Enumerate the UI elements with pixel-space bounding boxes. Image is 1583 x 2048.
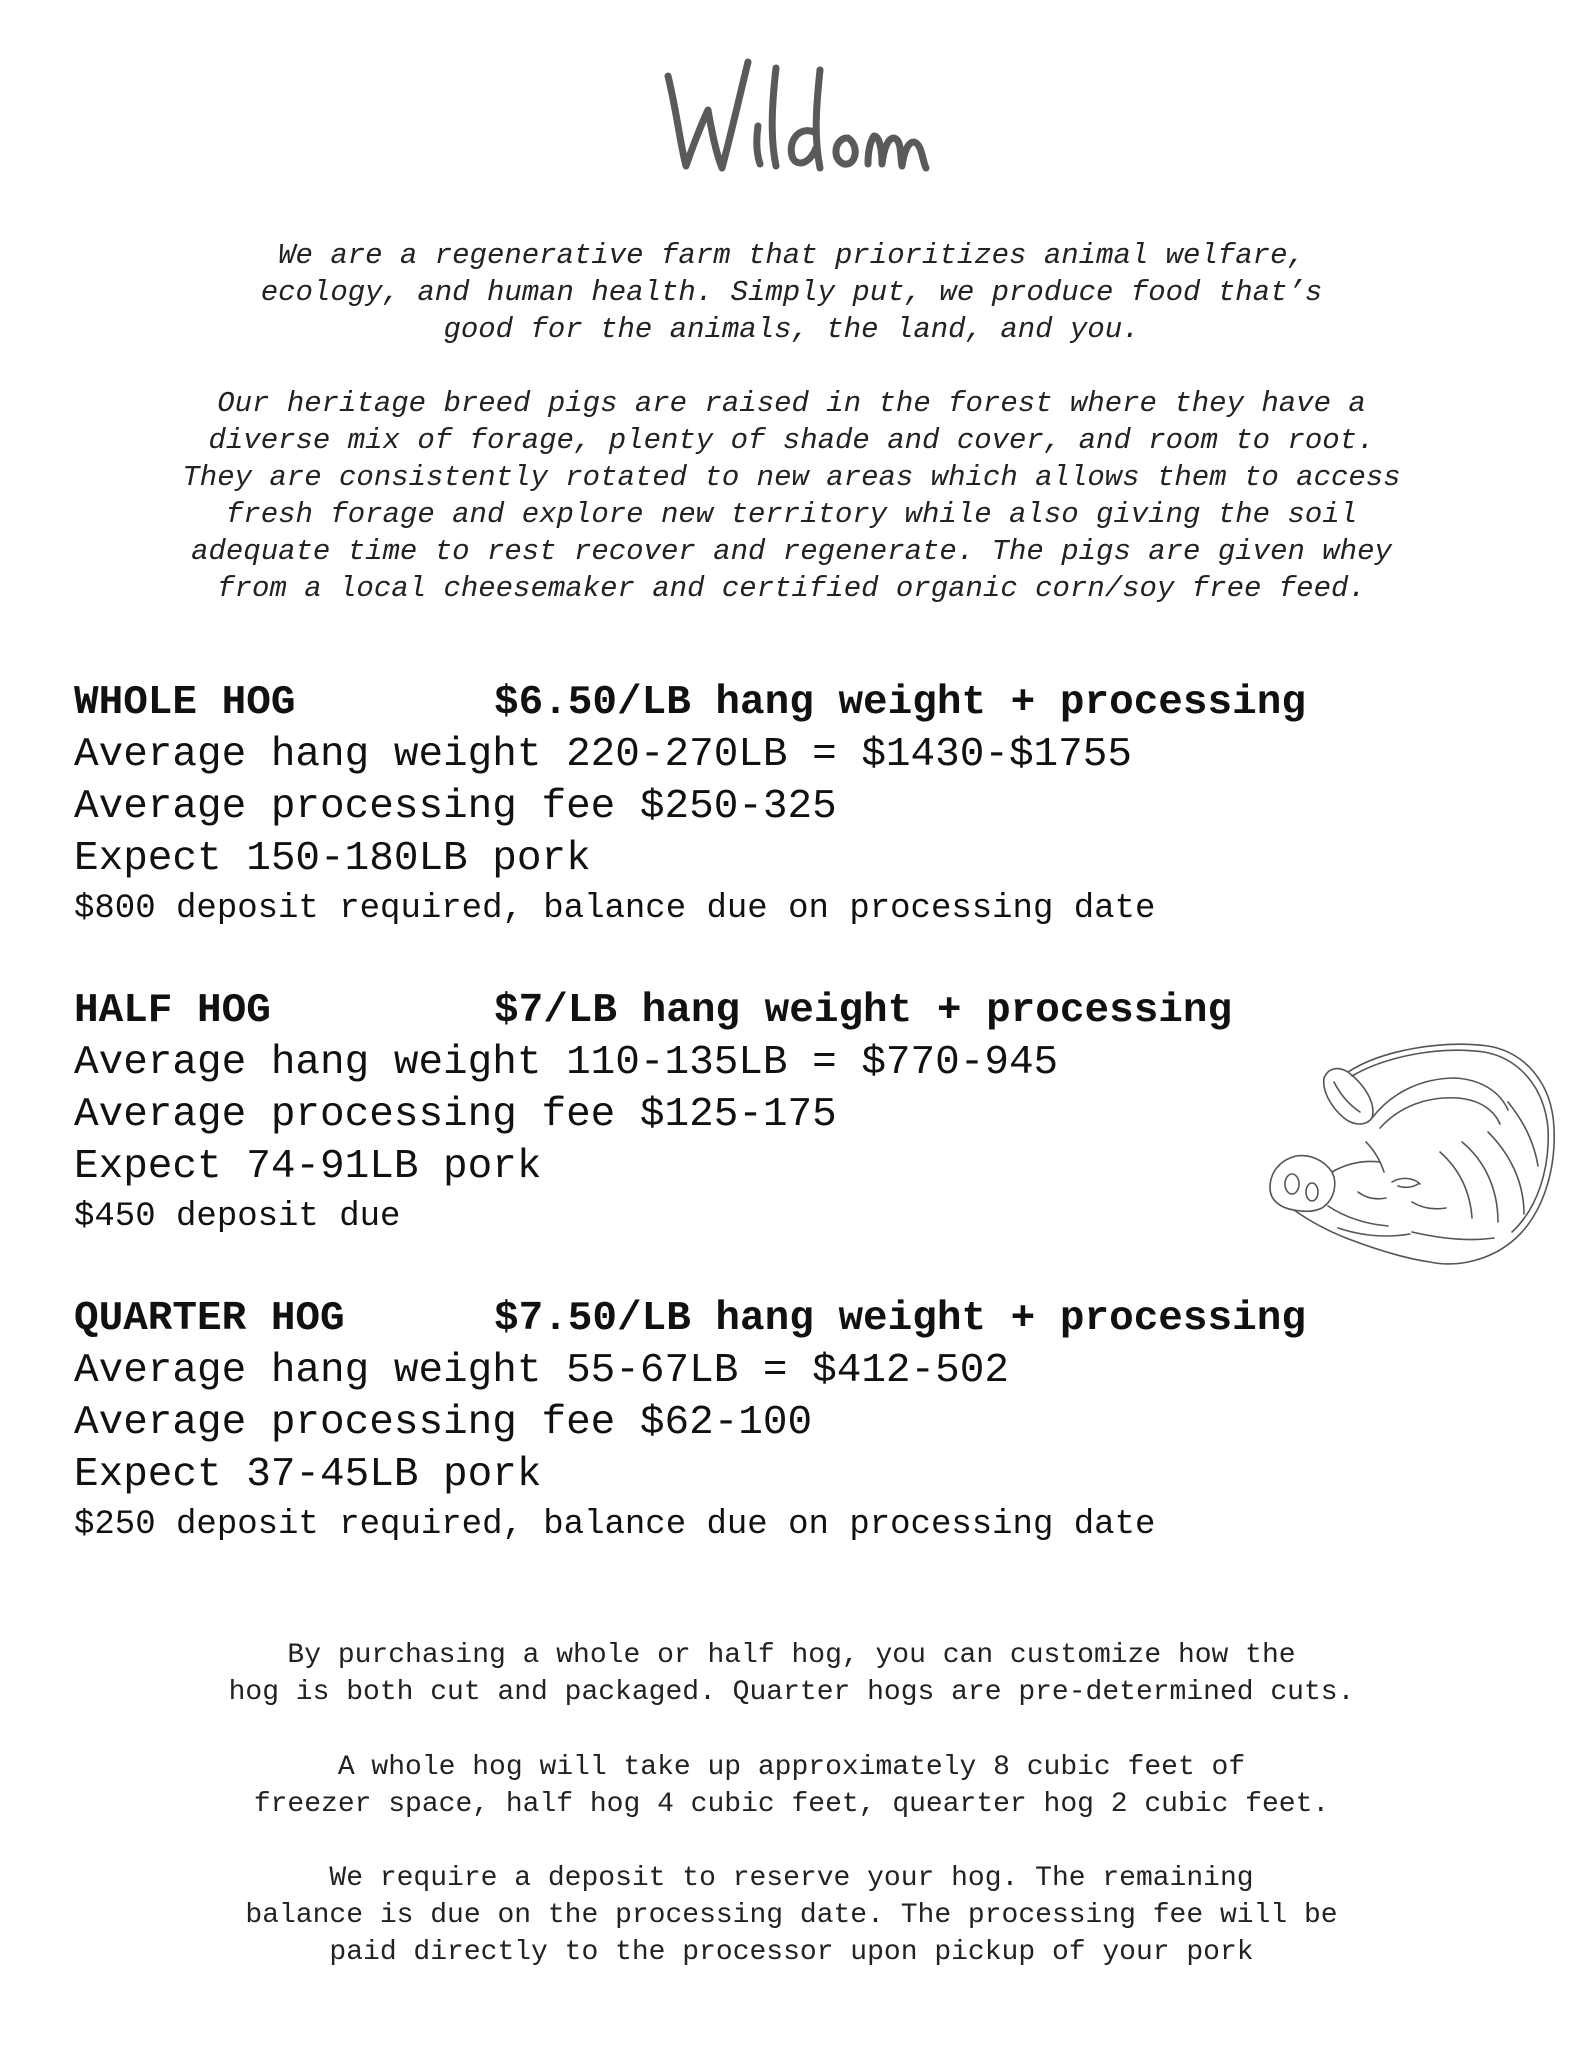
quarter-hog-processing-fee: Average processing fee $62-100	[74, 1400, 813, 1446]
pig-head-sketch-icon	[1262, 1032, 1562, 1277]
quarter-hog-deposit: $250 deposit required, balance due on processing date	[74, 1506, 1156, 1544]
footer-line: paid directly to the processor upon pickup of your pork	[329, 1937, 1254, 1968]
half-hog-header	[74, 985, 1454, 1037]
whole-hog-title: WHOLE HOG	[74, 680, 296, 726]
footer-line: balance is due on the processing date. The processing fee will be	[245, 1900, 1338, 1931]
wildom-logo	[650, 48, 940, 198]
whole-hog-processing-fee: Average processing fee $250-325	[74, 784, 837, 830]
quarter-hog-yield: Expect 37-45LB pork	[74, 1452, 542, 1498]
wildom-wordmark-icon	[650, 48, 940, 198]
whole-hog-yield: Expect 150-180LB pork	[74, 836, 591, 882]
intro-line: Our heritage breed pigs are raised in the forest where they have a	[217, 387, 1366, 420]
footer-line: By purchasing a whole or half hog, you can customize how the	[287, 1640, 1296, 1671]
half-hog-deposit: $450 deposit due	[74, 1198, 401, 1236]
footer-line: We require a deposit to reserve your hog. The remaining	[329, 1863, 1254, 1894]
quarter-hog-header	[74, 1293, 1454, 1345]
whole-hog-section	[74, 677, 1454, 933]
quarter-hog-hang-weight: Average hang weight 55-67LB = $412-502	[74, 1348, 1009, 1394]
half-hog-section	[74, 985, 1454, 1241]
intro-line: We are a regenerative farm that prioritizes animal welfare,	[278, 239, 1305, 272]
intro-line: from a local cheesemaker and certified organic corn/soy free feed.	[217, 572, 1366, 605]
whole-hog-header	[74, 677, 1454, 729]
half-hog-title: HALF HOG	[74, 988, 271, 1034]
intro-paragraph-2	[80, 385, 1503, 607]
whole-hog-deposit: $800 deposit required, balance due on processing date	[74, 890, 1156, 928]
footer-line: A whole hog will take up approximately 8 cubic feet of	[337, 1752, 1246, 1783]
footer-paragraph-deposit	[80, 1860, 1503, 1971]
intro-paragraph-1	[80, 237, 1503, 348]
intro-line: fresh forage and explore new territory while also giving the soil	[225, 498, 1358, 531]
whole-hog-hang-weight: Average hang weight 220-270LB = $1430-$1755	[74, 732, 1132, 778]
footer-line: hog is both cut and packaged. Quarter hogs are pre-determined cuts.	[228, 1677, 1355, 1708]
half-hog-price: $7/LB hang weight + processing	[494, 988, 1233, 1034]
quarter-hog-price: $7.50/LB hang weight + processing	[494, 1296, 1306, 1342]
footer-paragraph-freezer-space	[80, 1749, 1503, 1823]
half-hog-hang-weight: Average hang weight 110-135LB = $770-945	[74, 1040, 1059, 1086]
quarter-hog-title: QUARTER HOG	[74, 1296, 345, 1342]
intro-line: adequate time to rest recover and regenerate. The pigs are given whey	[191, 535, 1392, 568]
footer-line: freezer space, half hog 4 cubic feet, quearter hog 2 cubic feet.	[253, 1789, 1330, 1820]
intro-line: diverse mix of forage, plenty of shade and cover, and room to root.	[208, 424, 1375, 457]
intro-line: good for the animals, the land, and you.	[443, 313, 1140, 346]
intro-line: ecology, and human health. Simply put, we produce food that’s	[260, 276, 1323, 309]
quarter-hog-section	[74, 1293, 1454, 1549]
half-hog-yield: Expect 74-91LB pork	[74, 1144, 542, 1190]
intro-line: They are consistently rotated to new areas which allows them to access	[182, 461, 1401, 494]
half-hog-processing-fee: Average processing fee $125-175	[74, 1092, 837, 1138]
whole-hog-price: $6.50/LB hang weight + processing	[494, 680, 1306, 726]
footer-paragraph-customization	[80, 1637, 1503, 1711]
pig-illustration	[1262, 1032, 1562, 1277]
